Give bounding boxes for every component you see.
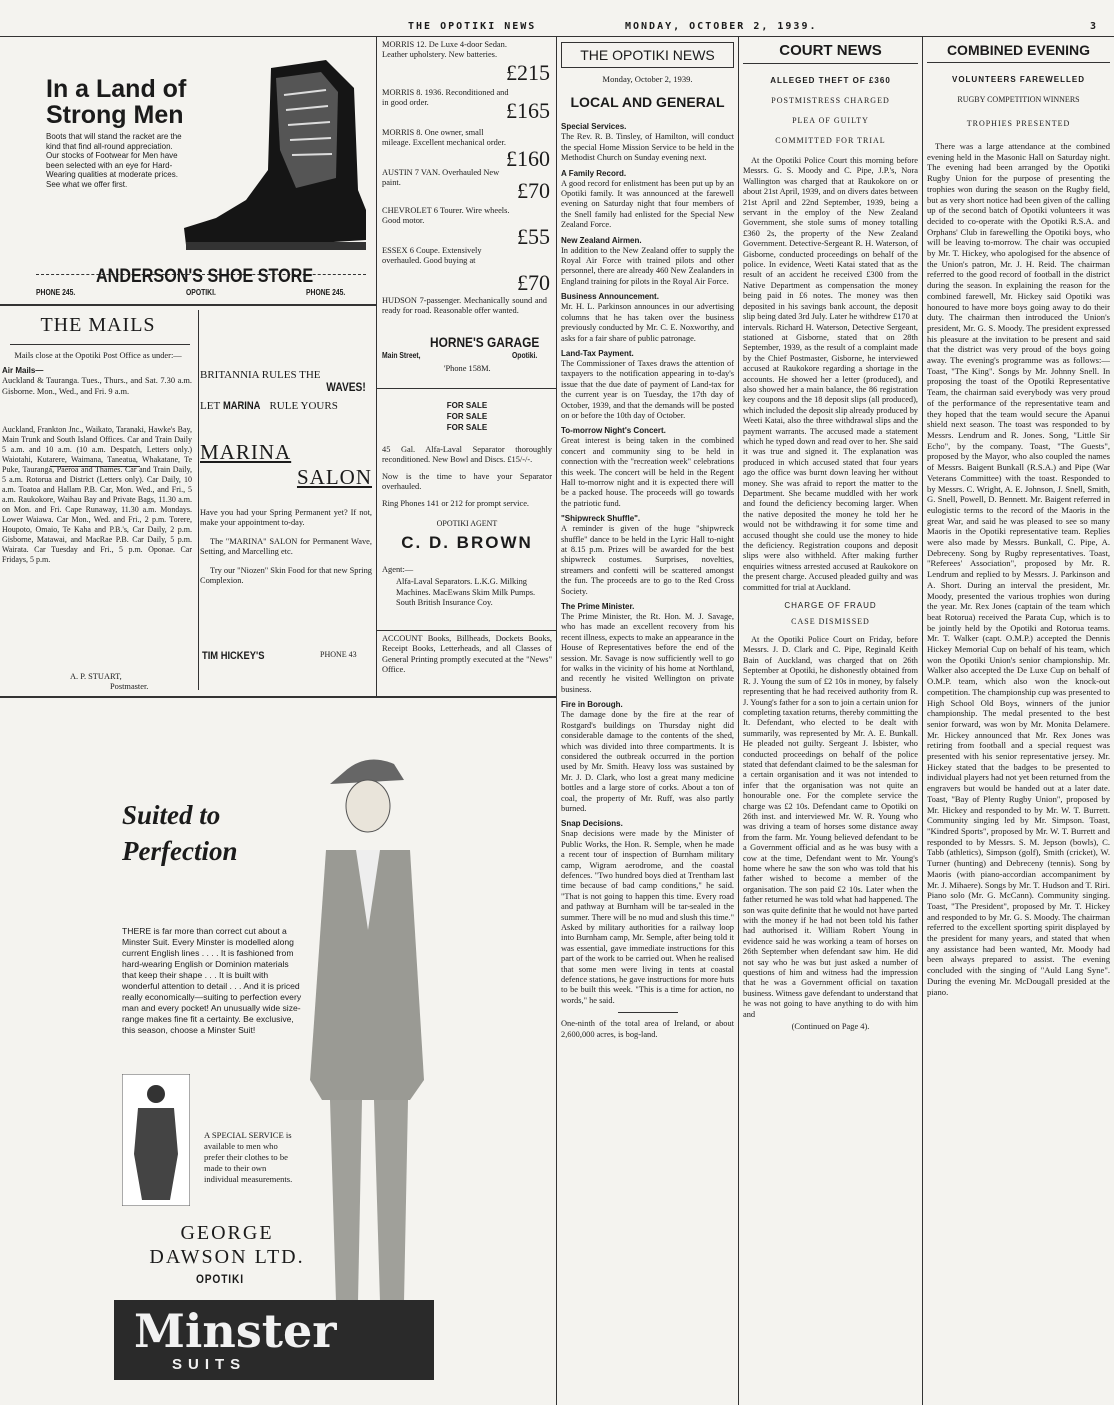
page-header xyxy=(0,0,1114,34)
car-listing-price: £55 xyxy=(517,224,550,249)
news-item-text: In addition to the New Zealand offer to supply the Royal Air Force with trained pilots and other personnel, there are already 460 New Zealanders in England training for pilots in the Royal Air Force. xyxy=(561,245,734,286)
masthead: THE OPOTIKI NEWS xyxy=(561,42,734,68)
shoe-body: Boots that will stand the racket are the kind that find all-round appreciation. Our stocks of Footwear for Men have been selected with an eye for Hard-Wearing qualities at moderate prices. See what we offer first. xyxy=(46,132,182,189)
news-item-text: Great interest is being taken in the combined concert and community sing to be held in connection with the "recreation week" celebrations this week. The concert will be held in the Regent Hall to-morrow night and it is expected there will be a packed house. The proceeds will go towards the patriotic fund. xyxy=(561,436,734,508)
sale-banner-line: FOR SALE xyxy=(446,401,488,410)
sale-p2: Now is the time to have your Separator overhauled. xyxy=(382,471,552,492)
marina-line3b: MARINA xyxy=(222,400,261,412)
car-listing xyxy=(382,40,552,85)
news-item-heading: A Family Record. xyxy=(561,168,627,178)
combined-evening xyxy=(927,42,1110,1402)
marina-salon-ad xyxy=(200,370,372,670)
marina-owner: TIM HICKEY'S xyxy=(202,650,265,662)
mails-entries: Auckland, Frankton Jnc., Waikato, Taranaki, Hawke's Bay, Main Trunk and South Island Offices. Car and Train Daily 5 a.m. and 10 a.m. (10 a.m. Despatch, Letters only.) Waiotahi, Kutarere, Waimana, Taneatua, Whakatane, Te Puke, Tauranga, Paeroa and Thames. Car and Train Daily, 5 a.m. Rotorua and District (Letters only). Car Daily, 10 a.m. Toatoa and Hallam P.B. Car, Mon. Wed., and Fri., 5 a.m. Raukokore, Waihau Bay and Private Bags, 11.30 a.m. on Mon. and Fri. Cape Runaway, 11.30 a.m. Mondays. Lower Waiawa. Car Mon., Wed. and Fri., 2 p.m. Torere, Houpoto, Omaio, Te Kaha and P.B.'s, Car Daily, 2 p.m. Gisborne, Matawai, and MacRae P.B. Car Daily, 5 p.m. Wairata. Car Tuesday and Fri., 5 p.m. Oponae. Car Fridays, 5 p.m. xyxy=(2,425,192,565)
marina-line1: BRITANNIA RULES THE xyxy=(200,370,321,381)
news-item-text: The Prime Minister, the Rt. Hon. M. J. Savage, who has made an excellent recovery from his recent illness, expects to make an appearance in the House of Representatives before the end of the session. Mr. Savage is now sufficiently well to go for walks in the vicinity of his home at Northland, and recently he visited Wellington on private business. xyxy=(561,612,734,694)
news-item-heading: "Shipwreck Shuffle". xyxy=(561,514,641,524)
court-sub4: COMMITTED FOR TRIAL xyxy=(775,136,886,145)
news-item-text: Mr. H. L. Parkinson announces in our advertising columns that he has taken over the business previously conducted by Mr. C. E. Noxworthy, and asks for a fair share of public patronage. xyxy=(561,302,734,343)
car-listing xyxy=(382,168,552,203)
shoe-phone-right: PHONE 245. xyxy=(306,288,346,297)
car-listing-price: £70 xyxy=(517,178,550,203)
minster-sub: SUITS xyxy=(172,1356,247,1373)
news-item-text: The damage done by the fire at the rear of Rostgard's buildings on Thursday night did considerable damage to the contents of the shed, which was divided into three compartments. It is considered the outbreak occurred in the portion used by Mr. Smith. Heavy loss was sustained by Mr. J. D. Clark, who lost a great many medicine bottles and a large store of corks. About a ton of coal, the property of Mr. Ruff, was also partly burned. xyxy=(561,710,734,813)
car-listing xyxy=(382,206,552,249)
car-listing-price: £160 xyxy=(506,146,550,171)
local-title: LOCAL AND GENERAL xyxy=(570,94,725,111)
marina-big1: MARINA xyxy=(200,440,292,464)
court-news xyxy=(743,42,918,1402)
court-body1: At the Opotiki Police Court this morning before Messrs. G. S. Moody and C. Pipe, J.P.'s, Nora Wallington was charged that at Raukokore on or about 21st April, 1939, and on divers dates between 21st April and 22nd September, 1939, being a servant in the employ of the New Zealand Government, she stole sums of money totalling £360 2s, the property of the New Zealand Government. Detective-Sergeant R. H. Waterson, of Gisborne, conducted proceedings on behalf of the police. In evidence, Weeti Katai stated that as the result of an accident he received £300 from the Native Department as compensation the money being paid in £6 notes. The money was then deposited in his savings bank account, the deposit slip being dated 3rd July. Later he withdrew £170 at intervals. Richard H. Waterson, Detective Sergeant, stationed at Gisborne, stated that on 28th September, 1939, as the result of a complaint made by the Chief Postmaster, Gisborne, he interviewed accused at Raukokore regarding a shortage in the accounts. He showed her a letter (produced), and also showed her a main balance, the 86 registration key coupons and the 18 deposit slips (all produced), which included the deposit slip already produced by Weeti Katai, also the three withdrawal slips and the payment warrants. The accused made a statement which he typed down and read over to her. She said it was true and signed it. The explanation was produced in which accused stated that four years ago the office was burnt down leaving her without money. She was afraid to report the matter to the Department. She became muddled with her work and found the deficiency becoming larger. When the native deposited the money he told her he would not be withdrawing it for some time and accused thought she could use the money to hide the deficiency. Registration coupons and deposit slips were also withheld. After making further enquiries witness arrested accused at Raukokore on the present charge. Accused pleaded guilty and was committed for trial at Auckland. xyxy=(743,156,918,592)
header-rule xyxy=(0,36,1114,37)
marina-p1: Have you had your Spring Permanent yet? If not, make your appointment to-day. xyxy=(200,508,372,528)
garage-town: Opotiki. xyxy=(512,351,538,360)
suit-man-icon xyxy=(300,750,434,1310)
news-item-text: One-ninth of the total area of Ireland, or about 2,600,000 acres, is bog-land. xyxy=(561,1019,734,1039)
car-listing xyxy=(382,246,552,295)
news-item xyxy=(561,1019,734,1040)
news-item xyxy=(561,122,734,163)
car-listing-text: MORRIS 8. 1936. Reconditioned and in good order. xyxy=(382,88,509,108)
shoe-headline: In a Land of Strong Men xyxy=(46,75,187,129)
evening-sub2: RUGBY COMPETITION WINNERS xyxy=(957,95,1080,104)
minster-banner xyxy=(114,1300,434,1380)
evening-sub3: TROPHIES PRESENTED xyxy=(966,119,1071,128)
local-date: Monday, October 2, 1939. xyxy=(602,74,693,84)
marina-line2: WAVES! xyxy=(326,380,366,394)
printing-ad-text: ACCOUNT Books, Billheads, Dockets Books, Receipt Books, Letterheads, and all Classes of General Printing promptly executed at the "News" Office. xyxy=(382,634,552,675)
col-rule xyxy=(376,36,377,696)
mails-air-text: Auckland & Tauranga. Tues., Thurs., and Sat. 7.30 a.m. Gisborne. Mon., Wed., and Fri. 9 a.m. xyxy=(2,376,192,396)
marina-big2: SALON xyxy=(296,465,372,489)
news-item-heading: New Zealand Airmen. xyxy=(561,235,642,245)
court-sub1: ALLEGED THEFT OF £360 xyxy=(770,76,891,85)
sale-p1: 45 Gal. Alfa-Laval Separator thoroughly reconditioned. New Bowl and Discs. £15/-/-. xyxy=(382,445,552,465)
agent-label: OPOTIKI AGENT xyxy=(436,519,498,529)
court-sub6: CASE DISMISSED xyxy=(791,617,870,627)
marina-phone: PHONE 43 xyxy=(320,650,357,659)
news-item xyxy=(561,700,734,814)
car-listing-text: AUSTIN 7 VAN. Overhauled New paint. xyxy=(382,168,500,188)
news-item-heading: Land-Tax Payment. xyxy=(561,348,634,358)
car-listing xyxy=(382,128,552,171)
boot-icon xyxy=(176,50,366,260)
sale-p3: Ring Phones 141 or 212 for prompt service. xyxy=(382,498,530,508)
garage-street: Main Street, xyxy=(382,351,421,360)
court-body2: At the Opotiki Police Court on Friday, before Messrs. J. D. Clark and C. Pipe, Reginald Keith Bain of Auckland, was charged that on 26th September at Opotiki, he dishonestly obtained from R. J. Young the sum of £2 10s in money, by falsely representing that he had received authority from R. J. Young's father for a son to join a certain union for completing taxation returns, thereby committing the It. Defendant, who elected to be dealt with summarily, was represented by Mr. A. E. Bunkall. He pleaded not guilty. Sergeant J. Isbister, who conducted proceedings on behalf of the police stated that defendant claimed to be the salesman for a certain organisation and it was not intended to infer that the organisation was not quite an honourable one. For the complete service the charge was £2 10s. Defendant came to Opotiki on 26th inst. and interviewed Mr. W. R. Young who was driving a team of horses some distance away from the farm. Mr. Young believed defendant to be a Government official and as he was busy with a cow at the time, Defendant went to Mr. Young's home where he saw the son who was told that his father wished to become a member of the organisation. The son paid £2 10s. Later when the father returned he was told what had happened. The son was quite definite that he would not have parted with the money if he had not been told his father had authorised it. William Robert Young in evidence said he was working a team of horses on 26th September when defendant saw him. He did not say who he was but just asked a number of questions of him and witness had the impression that he was a Government official on taxation business. Witness gave defendant to understand that he was not going to have anything to do with him and xyxy=(743,635,918,1019)
shoe-town: OPOTIKI. xyxy=(186,288,216,297)
car-listing-price: £165 xyxy=(506,98,550,123)
shoe-phone-left: PHONE 245. xyxy=(36,288,76,297)
dawson-suit-ad xyxy=(114,740,434,1380)
car-listing-text: MORRIS 8. One owner, small mileage. Excellent mechanical order. xyxy=(382,128,506,148)
court-continued: (Continued on Page 4). xyxy=(791,1022,870,1032)
court-sub2: POSTMISTRESS CHARGED xyxy=(771,96,890,105)
mails-signature-title: Postmaster. xyxy=(110,682,149,691)
col-rule xyxy=(738,36,739,1405)
shoe-ad xyxy=(36,40,366,302)
news-item-heading: Fire in Borough. xyxy=(561,700,623,710)
news-item xyxy=(561,514,734,597)
mails-intro: Mails close at the Opotiki Post Office as under:— xyxy=(14,351,182,360)
news-item-text: A good record for enlistment has been put up by an Opotiki family. It was announced at the farewell evening on Saturday night that four members of the Snell family had enlisted for the Special New Zealand Force. xyxy=(561,178,734,230)
col-rule xyxy=(922,36,923,1405)
news-item-heading: Business Announcement. xyxy=(561,292,659,302)
court-sub5: CHARGE OF FRAUD xyxy=(784,601,877,611)
marina-line3a: LET xyxy=(200,400,220,412)
dawson-special: A SPECIAL SERVICE is available to men who prefer their clothes to be made to their own individual measurements. xyxy=(204,1130,293,1184)
marina-line3 xyxy=(200,400,372,412)
minster-brand: Minster xyxy=(134,1304,337,1358)
garage-phone: 'Phone 158M. xyxy=(444,364,491,373)
sale-banner xyxy=(382,400,552,433)
news-item-heading: Special Services. xyxy=(561,122,627,132)
local-and-general xyxy=(561,42,734,1402)
news-item-text: The Rev. R. B. Tinsley, of Hamilton, will conduct the special Home Mission Service to be held in the Methodist Church on Sunday evening next. xyxy=(561,132,734,163)
header-page: 3 xyxy=(1090,21,1099,32)
sale-banner-line: FOR SALE xyxy=(446,412,488,421)
marina-p3: Try our "Niozen" Skin Food for that new Spring Complexion. xyxy=(200,565,372,586)
separator-sale-ad xyxy=(382,400,552,625)
dawson-town: OPOTIKI xyxy=(196,1272,244,1286)
agent-name: C. D. BROWN xyxy=(401,533,533,553)
marina-p2: The "MARINA" SALON for Permanent Wave, Setting, and Marcelling etc. xyxy=(200,536,372,557)
news-item xyxy=(561,169,734,231)
dawson-firm-1: GEORGE xyxy=(180,1222,274,1244)
dawson-headline-1: Suited to xyxy=(122,800,221,830)
evening-body: There was a large attendance at the combined evening held in the Masonic Hall on Saturday night. The evening had been arranged by the Opotiki Rugby Union for the purpose of presenting the trophies won during the season on the Rugby field, but as very short notice had been given of the calling up of the second batch of Opotiki volunteers it was decided to co-operate with the Opotiki R.S.A. and Orphans' Club in farewelling the Opotiki boys, who will be leaving to-morrow. The chair was occupied by Mr. T. Hickey, who apologised for the absence of the Union's patron, Mr. J. H. Reid. The chairman referred to the good record of football in the district during the season. In explaining the reason for the combined farewell, Mr. Hickey said Opotiki was honoured to have more boys going away to do their duty. The chairman then introduced the Union's president, Mr. G. S. Moody. The president expressed his pleasure at the invitation to be present and said that the district was very proud of the boys going away. The evening's programme was as follows:— Toast, "The King". Songs by Mr. Johnny Snell. In proposing the toast of the Opotiki Representative Team, the chairman said everybody was very proud of the performance of the representative team and they hoped that the team would secure the Apanui shield next season. The toast was responded to by Messrs. Lendrum and R. Jones. Song, "Little Sir Echo", by the company. Toast, "The Guests", proposed by the Mayor, who also coupled the names of Messrs. Baigent Bunkall (R.S.A.) and Pipe (War Veterans Committee) with the toast. Responded to by Messrs. C. Wright, A. E. Johnson, J. Snell, Smith, G. Snell, Powell, D. Bennett. Mr. Baigent referred in eulogistic terms to the record of the Maoris in the great War, and said he was pleased to see so many Maoris in the Opotiki representative team. Replies were also made by Messrs. Bunkall, C. Pipe, A. Debreceny. Song by Rugby representatives. Toast, "Referees' Association", proposed by Mr. R. Lendrum and replied to by Messrs. J. Parkinson and A. Short. During an interval the president, Mr. Moody, presented the various trophies won during the year. Mr. Rex Jones (captain of the team which beat Rotorua) received the Parata Cup, which is to be jointly held by the Opotiki and Rotorua teams. Mr. T. Walker (capt. O.M.P.) accepted the Dennis Hickey Memorial Cup on behalf of his team, which won the Opotiki Union's senior championship. Mr. Walker also accepted the De Luxe Cup on behalf of O.M.P. team, which also won the knock-out competition. The championship cup was presented to High School Old Boys, winners of the junior championship. The medal presented to the best senior forward, was won by Mr. Monita Delamere. Mr. Hickey announced that Mr. Rex Jones was retiring from football and a special request was presented with his senior representative jersey. Mr. Hickey stated that the badges to be presented to individual players had not yet been returned from the engravers but would be handed out at a later date. Toast, "Bay of Plenty Rugby Union", proposed by Mr. Hickey and responded to by Mr. W. T. Burrett. Community singing led by Mr. Simpson. Toast, "Kindred Sports", proposed by Mr. W. T. Burrett and responded to by Messrs. S. M. Jepson (bowls), C. Tabb (athletics), Simpson (golf), Smith (cricket), W. Turner (hunting) and Debreceny (tennis). Song by Maoris (with piano-accordian accompaniment by Mr. J. Mihaere). Songs by Mr. T. Hudson and T. Riri. Piano solo (Mr. G. McCann). Community singing. Toast, "The President", proposed by Mr. T. Hickey and responded to by Mr. G. S. Moody. The chairman referred to the excellent sporting spirit displayed by the president for many years, and stated that when any assistance had been wanted, Mr. Moody had been always prepared to assist. The evening concluded with the singing of "Auld Lang Syne". During the evening Mr. McDougall presided at the piano. xyxy=(927,141,1110,997)
court-title: COURT NEWS xyxy=(743,42,918,64)
news-item xyxy=(561,349,734,421)
marina-line3c: RULE YOURS xyxy=(269,400,338,412)
horne-garage-ad xyxy=(382,40,552,382)
agent-agencies: Alfa-Laval Separators. L.K.G. Milking Machines. MacEwans Skim Milk Pumps. South British Insurance Coy. xyxy=(396,577,536,608)
news-item-text: The Commissioner of Taxes draws the attention of taxpayers to the notification appearing in to-day's issue that the due date of payment of Land-tax for the current year is on Tuesday, the 17th day of October, 1939, and that the demands will be posted on or before the 10th day of October. xyxy=(561,358,734,420)
mails-air-heading: Air Mails— xyxy=(2,366,44,376)
news-item xyxy=(561,236,734,288)
mails-notice xyxy=(0,308,196,693)
news-item-heading: To-morrow Night's Concert. xyxy=(561,426,666,436)
printing-ad xyxy=(382,634,552,690)
dawson-body: THERE is far more than correct cut about a Minster Suit. Every Minster is modelled along current English lines . . . . It is fashioned from hard-wearing English or Dominion materials that keep their shape . . . It is built with wonderful attention to detail . . . And it is priced really economically—suiting to perfection every man and every pocket! An unusually wide size-range makes fine fit a certainty. Be exclusive, this season, choose a Minster Suit! xyxy=(122,926,302,1035)
car-listing-text: CHEVROLET 6 Tourer. Wire wheels. Good motor. xyxy=(382,206,510,226)
tailor-man-icon xyxy=(122,1074,190,1206)
sale-banner-line: FOR SALE xyxy=(446,423,488,432)
car-listing xyxy=(382,296,552,338)
news-item-text: A reminder is given of the huge "shipwreck shuffle" dance to be held in the Lyric Hall to-night at 8.15 p.m. Prizes will be awarded for the best shipwreck costumes. Surprises, novelties, streamers and confetti will be scattered amongst the fun. The proceeds are to go to the Red Cross Society. xyxy=(561,524,734,596)
mails-title: THE MAILS xyxy=(40,314,156,336)
agent-for: Agent:— xyxy=(382,565,414,575)
dawson-firm-2: DAWSON LTD. xyxy=(149,1246,305,1268)
shoe-store-name: ANDERSON'S SHOE STORE xyxy=(96,266,314,287)
court-sub3: PLEA OF GUILTY xyxy=(792,116,869,125)
header-date: MONDAY, OCTOBER 2, 1939. xyxy=(625,21,818,32)
car-listing-text: HUDSON 7-passenger. Mechanically sound and ready for road. Reasonable offer wanted. xyxy=(382,296,547,316)
news-item xyxy=(561,819,734,1006)
mails-signature: A. P. STUART, xyxy=(70,672,122,681)
dawson-headline-2: Perfection xyxy=(122,836,238,866)
evening-sub1: VOLUNTEERS FAREWELLED xyxy=(951,75,1085,84)
car-listing-text: ESSEX 6 Coupe. Extensively overhauled. Good buying at xyxy=(382,246,482,266)
news-item-text: Snap decisions were made by the Minister of Public Works, the Hon. R. Semple, when he made a recent tour of inspection of Burnham military camp, Wigram aerodrome, and the coastal defences. "Two hundred boys died at Trentham last time because of bad camp conditions," he said. "That is not going to happen this time. Every road and pathway at Burnham will be tar-sealed in the summer. There will be no mud and slush this time." Asked by military authorities for a railway loop into Burnham camp, Mr. Semple, after being told it was essential, gave immediate instructions for this part of the work to be carried out. When he realised that some men were living in tents at coastal defence stations, he gave instructions for more huts to be built this week. "This is a time for action, no words," he said. xyxy=(561,829,734,1005)
news-item xyxy=(561,426,734,509)
news-item xyxy=(561,292,734,344)
news-item-heading: The Prime Minister. xyxy=(561,602,635,612)
col-rule xyxy=(556,36,557,1405)
header-title: THE OPOTIKI NEWS xyxy=(408,21,537,32)
evening-title: COMBINED EVENING xyxy=(927,42,1110,63)
car-listing-price: £215 xyxy=(506,60,550,85)
car-listing xyxy=(382,88,552,122)
news-item-heading: Snap Decisions. xyxy=(561,819,623,829)
car-listing-text: MORRIS 12. De Luxe 4-door Sedan. Leather upholstery. New batteries. xyxy=(382,40,507,60)
car-listing-price: £70 xyxy=(517,270,550,295)
garage-name: HORNE'S GARAGE xyxy=(430,334,540,350)
news-item xyxy=(561,602,734,695)
